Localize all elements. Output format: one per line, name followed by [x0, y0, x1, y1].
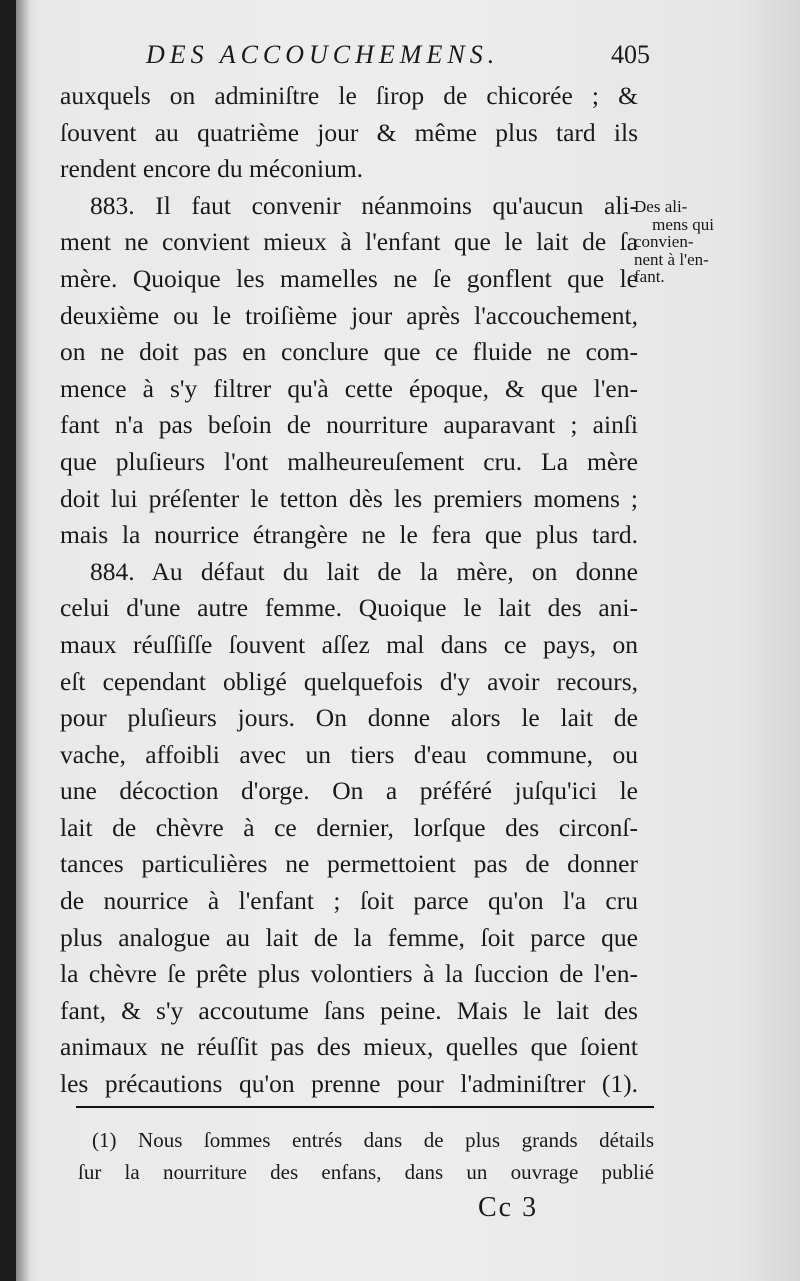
- marginal-note-line: mens qui: [652, 214, 714, 234]
- paragraph-883-start: 883. Il faut convenir néanmoins qu'aucun ali-: [90, 190, 638, 220]
- body-line: rendent encore du méconium.: [60, 154, 364, 184]
- paragraph-884-start: 884. Au défaut du lait de la mère, on donne: [90, 556, 638, 586]
- running-header: [146, 40, 650, 76]
- spine-shadow: [16, 0, 30, 1281]
- body-line: mence à s'y filtrer qu'à cette époque, & que l'en-: [60, 373, 638, 403]
- footnote-line: ſur la nourriture des enfans, dans un ouvrage publié: [78, 1160, 654, 1184]
- show-through-bleed: [716, 80, 800, 980]
- body-line: que pluſieurs l'ont malheureuſement cru. La mère: [60, 446, 638, 476]
- body-line: fant, & s'y accoutume ſans peine. Mais le lait des: [60, 995, 638, 1025]
- marginal-note-line: fant.: [634, 267, 665, 286]
- body-line: vache, affoibli avec un tiers d'eau commune, ou: [60, 739, 638, 769]
- body-line: on ne doit pas en conclure que ce fluide ne com-: [60, 337, 638, 367]
- body-line: doit lui préſenter le tetton dès les premiers momens ;: [60, 483, 638, 513]
- body-line: ment ne convient mieux à l'enfant que le lait de ſa: [60, 227, 638, 257]
- body-line: fant n'a pas beſoin de nourriture auparavant ; ainſi: [60, 410, 638, 440]
- marginal-note-line: nent à l'en-: [634, 249, 709, 269]
- body-line: les précautions qu'on prenne pour l'adminiſtrer (1).: [60, 1069, 638, 1099]
- body-text: [60, 78, 638, 1103]
- body-line: lait de chèvre à ce dernier, lorſque des circonſ-: [60, 812, 638, 842]
- marginal-note: [634, 198, 714, 286]
- body-line: celui d'une autre femme. Quoique le lait des ani-: [60, 593, 638, 623]
- body-line: plus analogue au lait de la femme, ſoit parce que: [60, 922, 638, 952]
- signature-mark: Cc 3: [478, 1192, 539, 1223]
- footnote: [78, 1124, 654, 1188]
- body-line: de nourrice à l'enfant ; ſoit parce qu'on l'a cru: [60, 886, 638, 916]
- book-page: [16, 0, 800, 1281]
- running-head-title: DES ACCOUCHEMENS.: [146, 40, 500, 69]
- body-line: maux réuſſiſſe ſouvent aſſez mal dans ce pays, on: [60, 629, 638, 659]
- body-line: pour pluſieurs jours. On donne alors le lait de: [60, 703, 638, 733]
- body-line: animaux ne réuſſit pas des mieux, quelles que ſoient: [60, 1032, 638, 1062]
- body-line: une décoction d'orge. On a préféré juſqu'ici le: [60, 776, 638, 806]
- body-line: mère. Quoique les mamelles ne ſe gonflent que le: [60, 263, 638, 293]
- body-line: auxquels on adminiſtre le ſirop de chicorée ; &: [60, 81, 638, 110]
- body-line: deuxième ou le troiſième jour après l'accouchement,: [60, 300, 638, 330]
- marginal-note-line: convien-: [634, 232, 694, 251]
- page-number: 405: [611, 40, 650, 69]
- body-line: mais la nourrice étrangère ne le fera que plus tard.: [60, 520, 638, 550]
- body-line: tances particulières ne permettoient pas de donner: [60, 849, 638, 879]
- body-line: eſt cependant obligé quelquefois d'y avoir recours,: [60, 666, 638, 696]
- footnote-line: (1) Nous ſommes entrés dans de plus grands détails: [92, 1128, 654, 1152]
- marginal-note-line: Des ali-: [634, 197, 688, 216]
- body-line: ſouvent au quatrième jour & même plus tard ils: [60, 117, 638, 147]
- footnote-rule: [76, 1106, 654, 1108]
- body-line: la chèvre ſe prête plus volontiers à la ſuccion de l'en-: [60, 959, 638, 989]
